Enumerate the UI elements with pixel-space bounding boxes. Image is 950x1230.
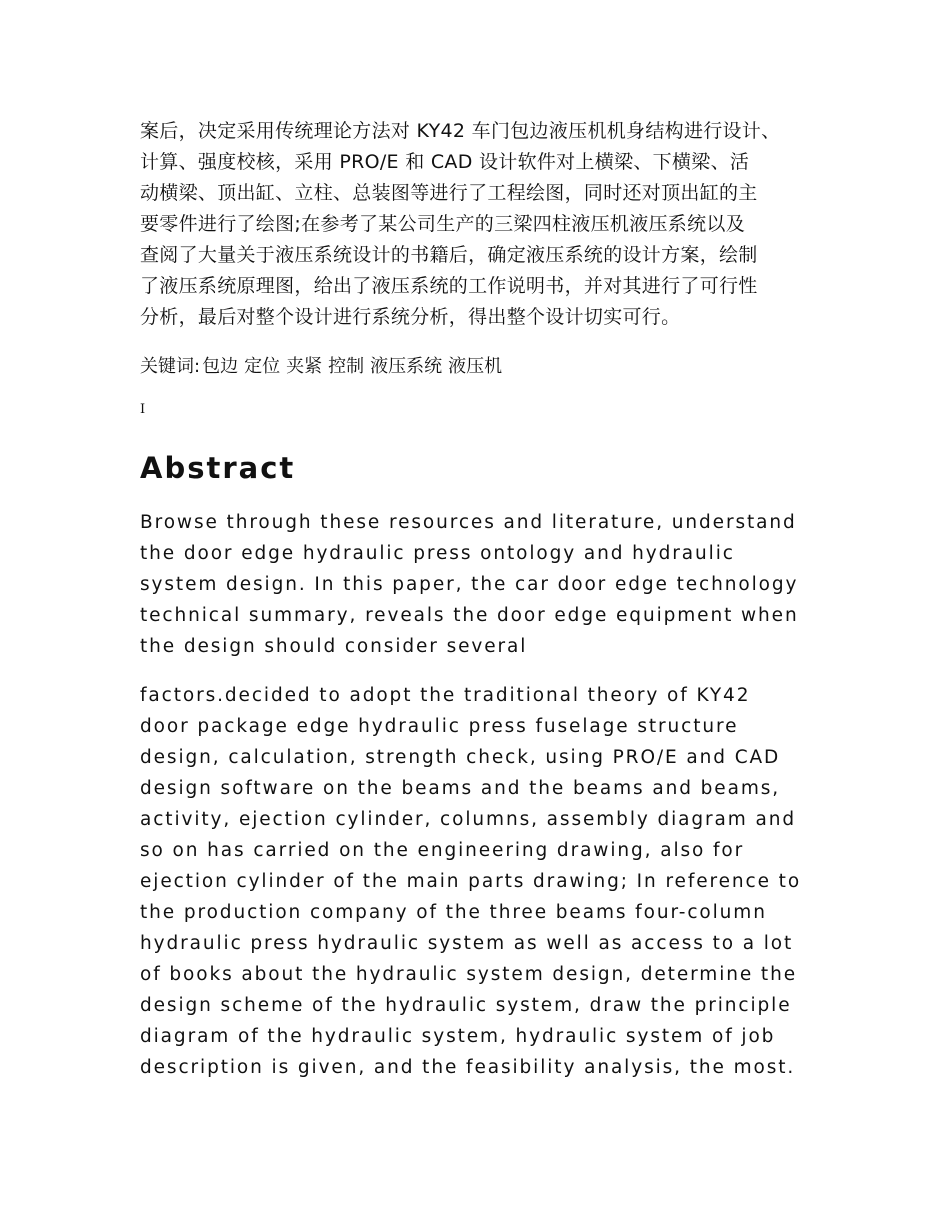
- chinese-line: 案后，决定采用传统理论方法对 KY42 车门包边液压机机身结构进行设计、: [140, 120, 781, 142]
- keyword-term: 液压机: [448, 356, 503, 377]
- chinese-line: 了液压系统原理图，给出了液压系统的工作说明书，并对其进行了可行性: [140, 275, 758, 297]
- english-line: design scheme of the hydraulic system, draw the principle: [140, 995, 792, 1016]
- english-abstract-paragraph-1: [140, 507, 820, 662]
- english-line: diagram of the hydraulic system, hydraulic system of job: [140, 1026, 776, 1047]
- english-line: the production company of the three beams four-column: [140, 902, 767, 923]
- keyword-term: 控制: [328, 356, 365, 377]
- english-line: so on has carried on the engineering drawing, also for: [140, 840, 745, 861]
- english-line: the door edge hydraulic press ontology and hydraulic: [140, 543, 735, 564]
- english-line: description is given, and the feasibility analysis, the most.: [140, 1057, 796, 1078]
- keywords-label: 关键词:: [140, 356, 201, 377]
- chinese-line: 查阅了大量关于液压系统设计的书籍后，确定液压系统的设计方案，绘制: [140, 244, 758, 266]
- keywords-line: [140, 352, 508, 382]
- chinese-line: 要零件进行了绘图;在参考了某公司生产的三梁四柱液压机液压系统以及: [140, 213, 746, 235]
- english-line: of books about the hydraulic system design, determine the: [140, 964, 797, 985]
- english-line: technical summary, reveals the door edge equipment when: [140, 605, 799, 626]
- abstract-heading: Abstract: [140, 451, 296, 485]
- keyword-term: 定位: [244, 356, 281, 377]
- chinese-abstract-paragraph: [140, 116, 820, 333]
- english-line: system design. In this paper, the car door edge technology: [140, 574, 799, 595]
- keyword-term: 液压系统: [370, 356, 443, 377]
- page-number: I: [140, 402, 146, 417]
- english-abstract-paragraph-2: [140, 680, 820, 1083]
- keyword-term: 夹紧: [286, 356, 323, 377]
- english-line: door package edge hydraulic press fuselage structure: [140, 716, 739, 737]
- english-line: the design should consider several: [140, 636, 528, 657]
- english-line: ejection cylinder of the main parts drawing; In reference to: [140, 871, 802, 892]
- chinese-line: 计算、强度校核，采用 PRO/E 和 CAD 设计软件对上横梁、下横梁、活: [140, 151, 750, 173]
- english-line: activity, ejection cylinder, columns, assembly diagram and: [140, 809, 797, 830]
- english-line: design, calculation, strength check, using PRO/E and CAD: [140, 747, 781, 768]
- english-line: Browse through these resources and literature, understand: [140, 512, 797, 533]
- keyword-term: 包边: [202, 356, 239, 377]
- chinese-line: 动横梁、顶出缸、立柱、总装图等进行了工程绘图，同时还对顶出缸的主: [140, 182, 758, 204]
- chinese-line: 分析，最后对整个设计进行系统分析，得出整个设计切实可行。: [140, 306, 681, 328]
- english-line: design software on the beams and the beams and beams,: [140, 778, 781, 799]
- english-line: hydraulic press hydraulic system as well as access to a lot: [140, 933, 794, 954]
- english-line: factors.decided to adopt the traditional theory of KY42: [140, 685, 751, 706]
